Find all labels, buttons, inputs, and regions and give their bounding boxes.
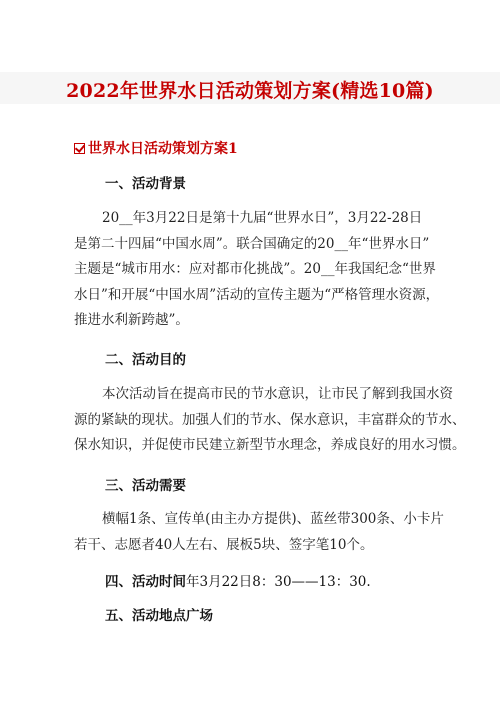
section-subtitle — [74, 138, 238, 158]
section-body-needs — [74, 507, 444, 558]
body-line: 水日”和开展“中国水周”活动的宣传主题为“严格管理水资源， — [74, 286, 440, 303]
body-line: 源的紧缺的现状。加强人们的节水、保水意识，丰富群众的节水、 — [74, 411, 466, 428]
section-heading-purpose: 二、活动目的 — [105, 352, 186, 368]
body-line: 横幅1条、宣传单(由主办方提供)、蓝丝带300条、小卡片 — [102, 511, 444, 527]
section-heading-needs: 三、活动需要 — [105, 478, 186, 494]
document-title: 2022年世界水日活动策划方案(精选10篇) — [66, 80, 434, 102]
section-time — [105, 570, 371, 590]
section-heading-background: 一、活动背景 — [105, 176, 186, 192]
body-line: 保水知识，并促使市民建立新型节水理念，养成良好的用水习惯。 — [74, 437, 466, 453]
section-body-background — [74, 206, 440, 334]
body-line: 若干、志愿者40人左右、展板5块、签字笔10个。 — [74, 536, 374, 553]
body-line: 20__年3月22日是第十九届“世界水日”，3月22-28日 — [102, 210, 423, 226]
body-line: 本次活动旨在提高市民的节水意识，让市民了解到我国水资 — [102, 386, 453, 402]
section-body-purpose — [74, 382, 466, 459]
body-line: 主题是“城市用水：应对都市化挑战”。20__年我国纪念“世界 — [74, 261, 436, 277]
section-heading-time: 四、活动时间 — [105, 574, 186, 590]
body-line: 推进水利新跨越”。 — [74, 312, 189, 328]
time-text: 年3月22日8：30——13：30. — [186, 574, 371, 590]
body-line: 是第二十四届“中国水周”。联合国确定的20__年“世界水日” — [74, 235, 430, 252]
section-heading-location: 五、活动地点广场 — [105, 608, 213, 624]
subtitle-text: 世界水日活动策划方案1 — [88, 141, 238, 157]
checkbox-icon — [74, 143, 85, 154]
